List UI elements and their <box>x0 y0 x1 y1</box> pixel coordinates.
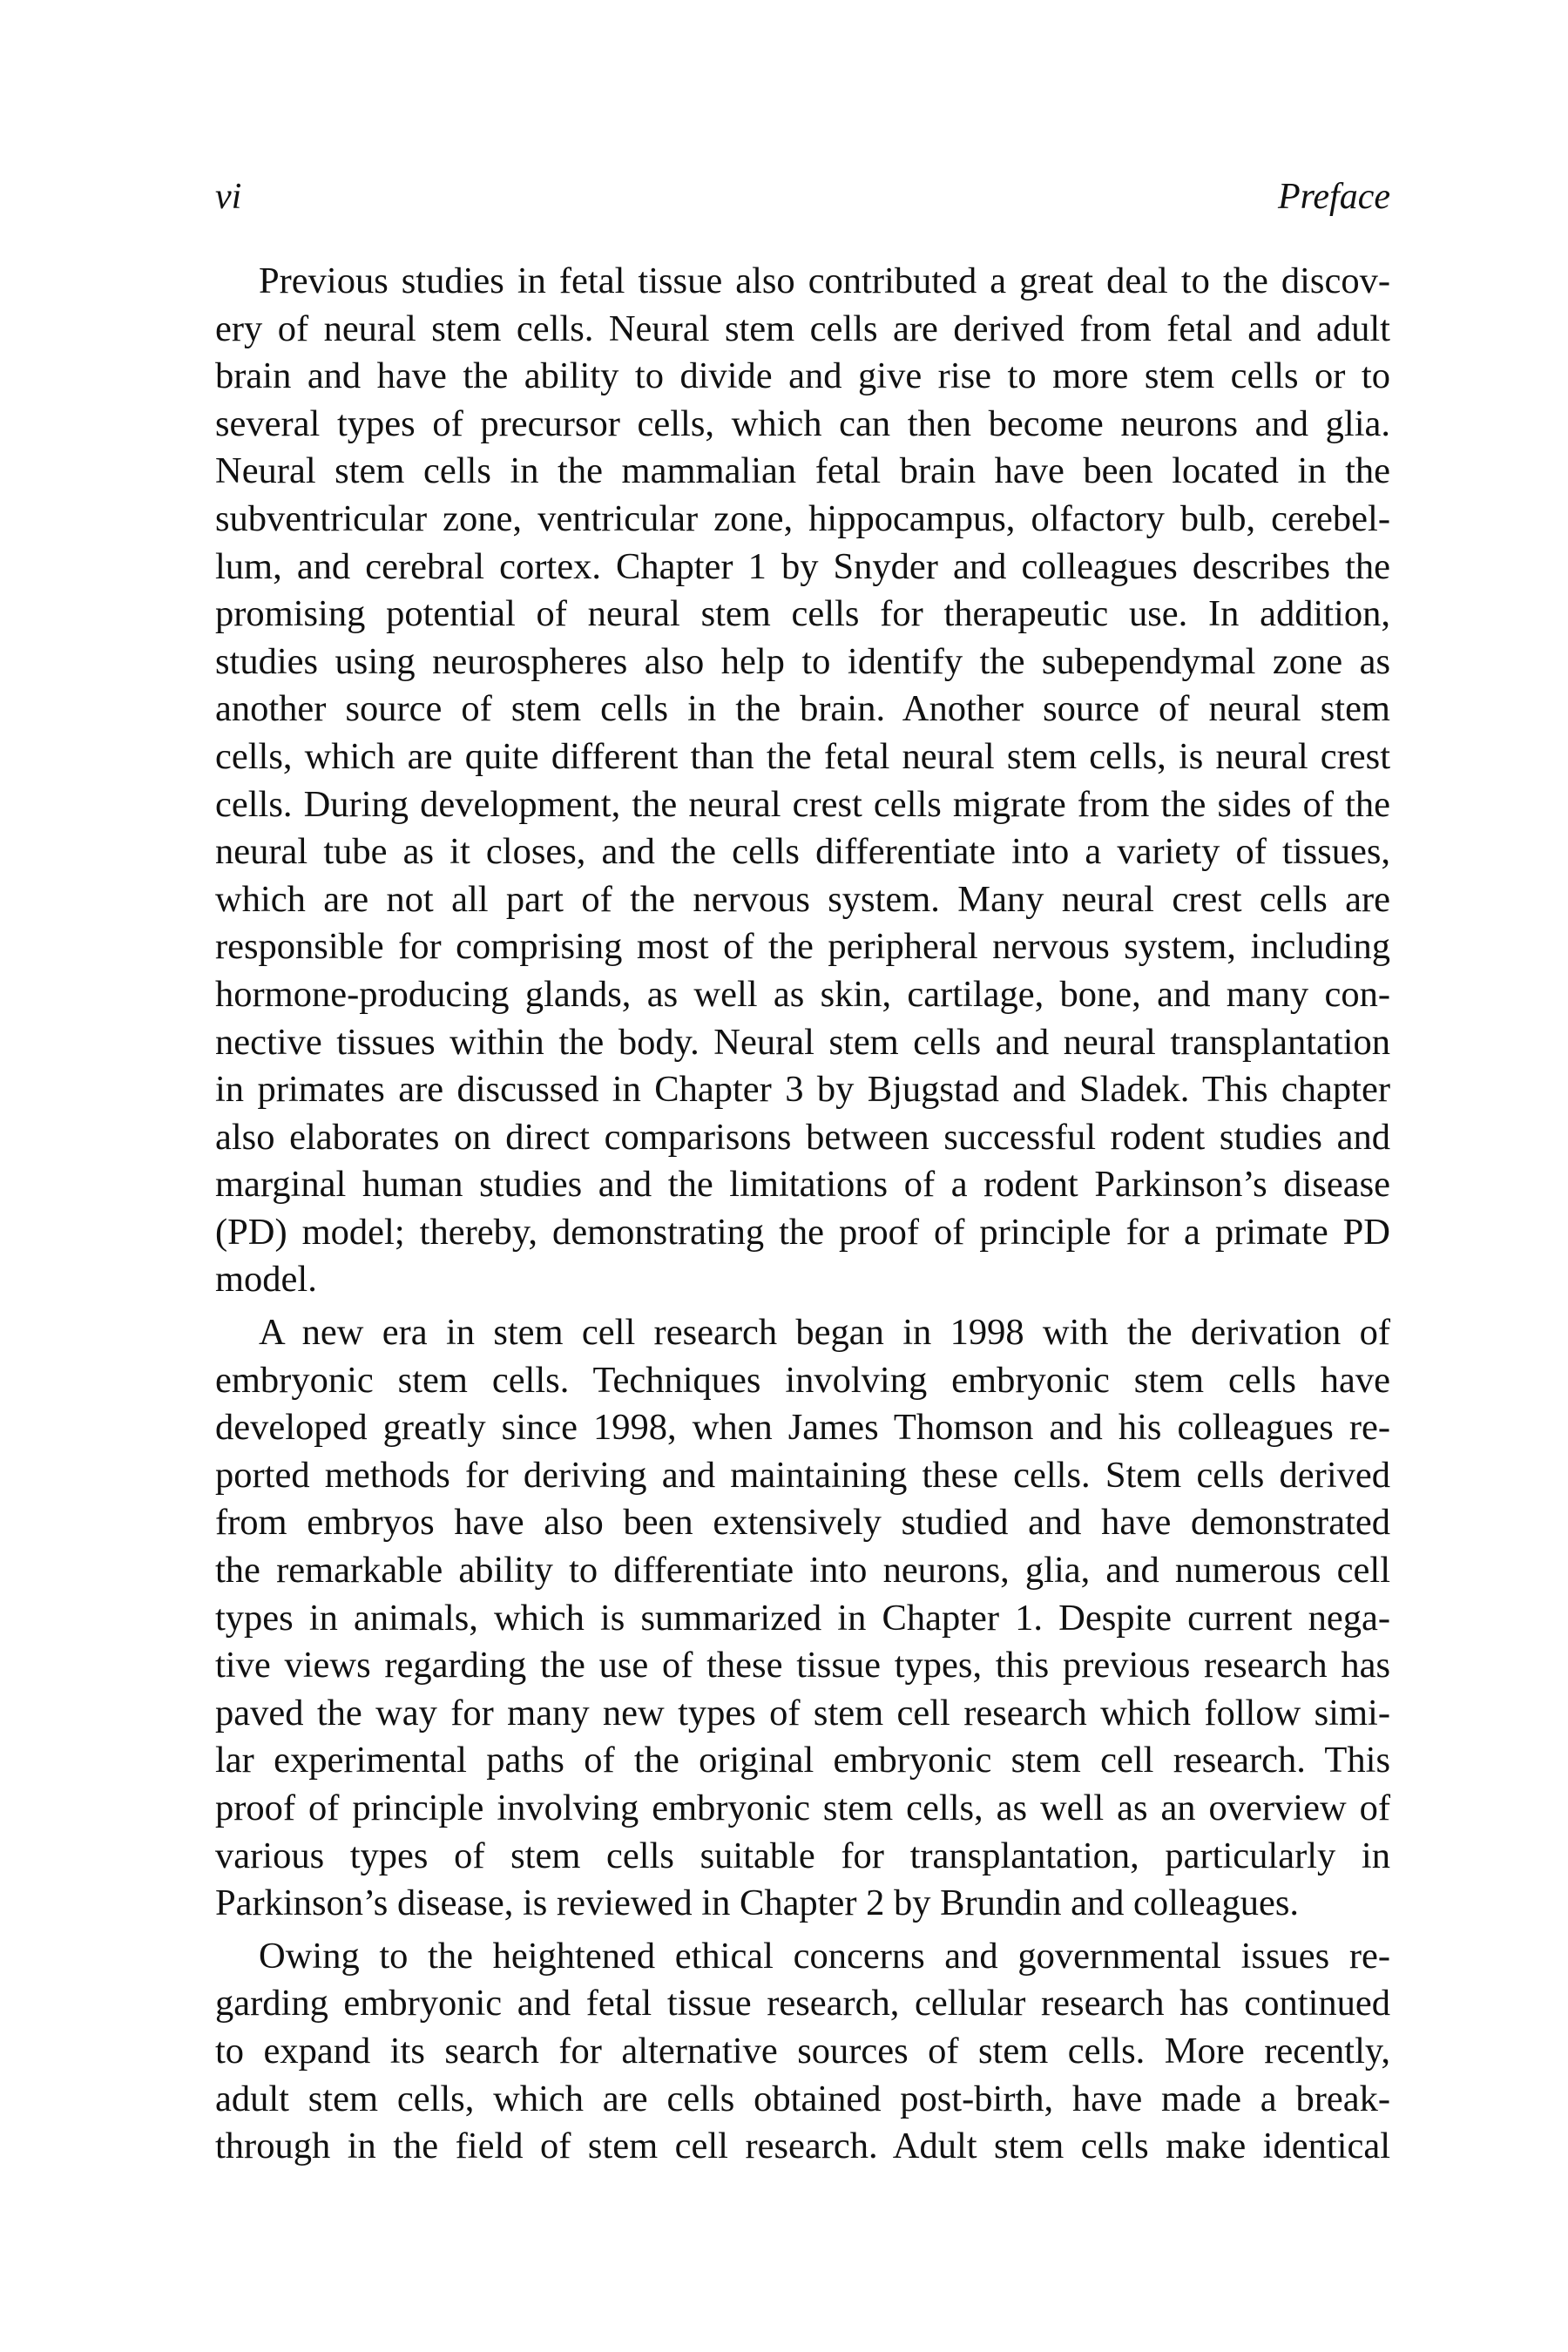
text-line: ported methods for deriving and maintaining these cells. Stem cells derived <box>215 1454 1390 1496</box>
body-text <box>215 258 1390 2171</box>
text-line: hormone-producing glands, as well as skin, cartilage, bone, and many con- <box>215 973 1390 1015</box>
text-line: brain and have the ability to divide and give rise to more stem cells or to <box>215 355 1390 397</box>
text-line: Parkinson’s disease, is reviewed in Chapter 2 by Brundin and colleagues. <box>215 1882 1300 1924</box>
text-line: garding embryonic and fetal tissue research, cellular research has continued <box>215 1983 1390 2024</box>
text-line: also elaborates on direct comparisons between successful rodent studies and <box>215 1116 1390 1158</box>
text-line: Owing to the heightened ethical concerns and governmental issues re- <box>259 1935 1390 1977</box>
text-line: responsible for comprising most of the peripheral nervous system, including <box>215 926 1390 968</box>
text-line: embryonic stem cells. Techniques involving embryonic stem cells have <box>215 1359 1390 1401</box>
text-line: adult stem cells, which are cells obtained post-birth, have made a break- <box>215 2078 1390 2119</box>
text-line: in primates are discussed in Chapter 3 by Bjugstad and Sladek. This chapter <box>215 1069 1390 1111</box>
text-line: which are not all part of the nervous system. Many neural crest cells are <box>215 878 1390 920</box>
text-line: several types of precursor cells, which can then become neurons and glia. <box>215 402 1390 444</box>
running-head-title: Preface <box>1277 177 1390 217</box>
text-line: marginal human studies and the limitations of a rodent Parkinson’s disease <box>215 1164 1390 1206</box>
running-head <box>215 171 1390 223</box>
text-line: (PD) model; thereby, demonstrating the proof of principle for a primate PD <box>215 1211 1390 1253</box>
text-line: proof of principle involving embryonic stem cells, as well as an overview of <box>215 1788 1390 1828</box>
text-line: types in animals, which is summarized in Chapter 1. Despite current nega- <box>215 1597 1390 1639</box>
text-line: ery of neural stem cells. Neural stem cells are derived from fetal and adult <box>215 308 1390 349</box>
text-line: developed greatly since 1998, when James Thomson and his colleagues re- <box>215 1407 1390 1449</box>
text-line: subventricular zone, ventricular zone, hippocampus, olfactory bulb, cerebel- <box>215 497 1390 539</box>
paragraph-adult-stem-cells <box>215 1933 1390 2171</box>
text-line: A new era in stem cell research began in 1998 with the derivation of <box>259 1312 1390 1354</box>
text-line: tive views regarding the use of these tissue types, this previous research has <box>215 1645 1390 1686</box>
text-line: to expand its search for alternative sources of stem cells. More recently, <box>215 2030 1390 2072</box>
text-line: paved the way for many new types of stem cell research which follow simi- <box>215 1692 1390 1734</box>
paragraph-embryonic-stem-cells <box>215 1309 1390 1928</box>
text-line: model. <box>215 1259 317 1301</box>
text-line: through in the field of stem cell research. Adult stem cells make identical <box>215 2126 1390 2167</box>
text-line: Neural stem cells in the mammalian fetal brain have been located in the <box>215 450 1390 492</box>
text-line: from embryos have also been extensively studied and have demonstrated <box>215 1502 1390 1544</box>
text-line: nective tissues within the body. Neural stem cells and neural transplantation <box>215 1021 1390 1063</box>
text-line: various types of stem cells suitable for transplantation, particularly in <box>215 1835 1390 1876</box>
text-line: cells. During development, the neural crest cells migrate from the sides of the <box>215 783 1390 825</box>
page-number: vi <box>215 177 242 217</box>
text-line: the remarkable ability to differentiate into neurons, glia, and numerous cell <box>215 1550 1390 1592</box>
text-line: promising potential of neural stem cells for therapeutic use. In addition, <box>215 593 1390 635</box>
text-line: studies using neurospheres also help to identify the subependymal zone as <box>215 640 1390 682</box>
text-line: cells, which are quite different than the fetal neural stem cells, is neural crest <box>215 735 1390 777</box>
text-line: Previous studies in fetal tissue also contributed a great deal to the discov- <box>259 260 1390 301</box>
text-line: lum, and cerebral cortex. Chapter 1 by Snyder and colleagues describes the <box>215 545 1390 587</box>
text-line: another source of stem cells in the brain. Another source of neural stem <box>215 688 1390 730</box>
paragraph-neural-stem-cells <box>215 258 1390 1304</box>
text-line: neural tube as it closes, and the cells differentiate into a variety of tissues, <box>215 831 1390 873</box>
text-line: lar experimental paths of the original embryonic stem cell research. This <box>215 1740 1390 1781</box>
